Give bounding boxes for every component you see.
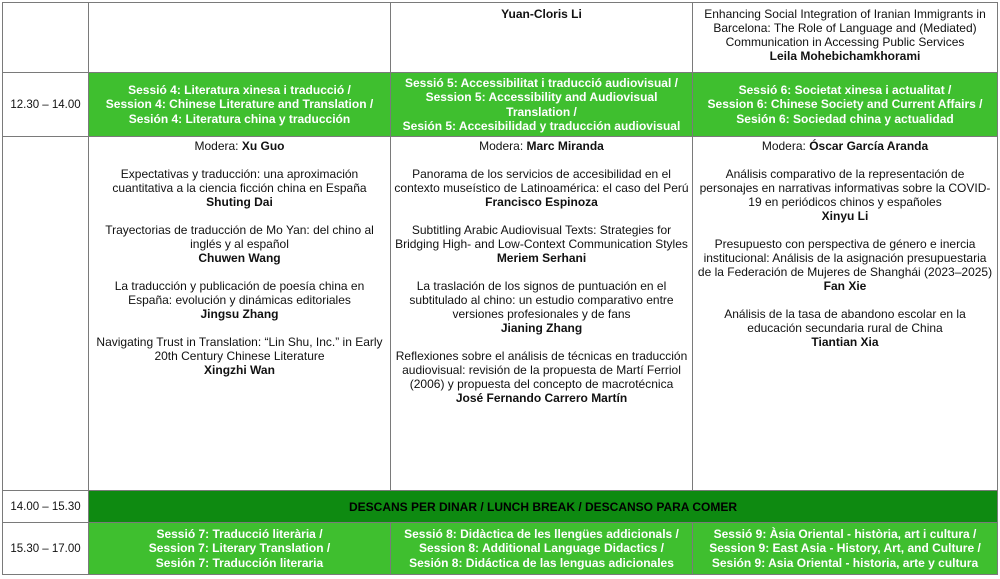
session-4-talks <box>89 137 391 491</box>
time-cell: 15.30 – 17.00 <box>3 523 89 575</box>
talk-item <box>92 223 387 265</box>
session-title-ca: Sessió 5: Accessibilitat i traducció audiovisual / <box>405 75 678 90</box>
top-col1-cell <box>89 3 391 73</box>
session-title-en: Session 4: Chinese Literature and Translation / <box>105 97 374 112</box>
session-8-header <box>391 523 693 575</box>
talk-item <box>394 349 689 405</box>
session-6-talks <box>693 137 998 491</box>
talk-item <box>394 223 689 265</box>
session-title-es: Sesión 5: Accesibilidad y traducción audiovisual <box>402 119 681 133</box>
moderator-name: Xu Guo <box>241 139 285 153</box>
session-4-header <box>89 73 391 137</box>
talk-item <box>92 335 387 377</box>
talk-item <box>696 237 994 293</box>
talk-author: Yuan-Cloris Li <box>501 7 582 21</box>
time-cell-empty <box>3 3 89 73</box>
session-title-en: Session 9: East Asia - History, Art, and Culture / <box>709 541 981 556</box>
time-cell-empty <box>3 137 89 491</box>
session-title-en: Session 7: Literary Translation / <box>148 541 331 556</box>
lunch-break-row <box>3 491 998 523</box>
moderator-name: Marc Miranda <box>526 139 604 153</box>
session-title-es: Sesión 7: Traducción literaria <box>155 555 324 570</box>
session-title-ca: Sessió 4: Literatura xinesa i traducció / <box>128 82 351 97</box>
talk-author: Jingsu Zhang <box>200 307 279 321</box>
talk-title: Panorama de los servicios de accesibilidad en el contexto museístico de Latinoamérica: el caso del Perú <box>394 167 689 195</box>
moderator <box>696 139 994 153</box>
session-title-es: Sesión 8: Didáctica de las lenguas adicionales <box>409 555 674 570</box>
talk-title: Trayectorias de traducción de Mo Yan: del chino al inglés y al español <box>105 223 374 251</box>
moderator <box>92 139 387 153</box>
session-row-2 <box>3 523 998 575</box>
talk-author: Leila Mohebichamkhorami <box>769 49 921 63</box>
talk-title: Análisis de la tasa de abandono escolar en la educación secundaria rural de China <box>724 307 966 335</box>
top-col3-cell <box>693 3 998 73</box>
talk-author: Xinyu Li <box>821 209 869 223</box>
talk-author: Fan Xie <box>823 279 867 293</box>
time-cell: 12.30 – 14.00 <box>3 73 89 137</box>
session-row-1 <box>3 73 998 137</box>
moderator-label: Modera: <box>761 139 806 153</box>
moderator-label: Modera: <box>479 139 524 153</box>
talk-item <box>394 167 689 209</box>
talk-author: Francisco Espinoza <box>485 195 598 209</box>
talk-title: Subtitling Arabic Audiovisual Texts: Strategies for Bridging High- and Low-Context Communication Styles <box>395 223 688 251</box>
talk-author: Tiantian Xia <box>811 335 879 349</box>
session-5-talks <box>391 137 693 491</box>
session-title-es: Sesión 6: Sociedad china y actualidad <box>736 111 954 126</box>
session-title-ca: Sessió 7: Traducció literària / <box>156 526 323 541</box>
talk-item <box>92 167 387 209</box>
moderator-label: Modera: <box>194 139 239 153</box>
talk-author: Shuting Dai <box>206 195 273 209</box>
talk-title: La traslación de los signos de puntuación en el subtitulado al chino: un estudio comparativo entre versiones profesionales y de fans <box>409 279 674 321</box>
moderator-name: Óscar García Aranda <box>809 139 929 153</box>
talk-item <box>696 307 994 349</box>
session-title-ca: Sessió 8: Didàctica de les llengües addicionals / <box>404 526 679 541</box>
talks-row <box>3 137 998 491</box>
moderator <box>394 139 689 153</box>
talk-title: Enhancing Social Integration of Iranian Immigrants in Barcelona: The Role of Language and (Mediated) Communication in Accessing Public Services <box>704 7 986 49</box>
talk-title: Expectativas y traducción: una aproximación cuantitativa a la ciencia ficción china en España <box>112 167 367 195</box>
session-title-ca: Sessió 9: Àsia Oriental - història, art i cultura / <box>713 526 977 541</box>
session-title-es: Sesión 4: Literatura china y traducción <box>128 111 351 126</box>
lunch-break-label: DESCANS PER DINAR / LUNCH BREAK / DESCANSO PARA COMER <box>89 491 998 523</box>
top-col2-cell <box>391 3 693 73</box>
session-title-en: Session 6: Chinese Society and Current Affairs / <box>707 97 983 112</box>
schedule-table <box>2 2 998 575</box>
talk-title: Presupuesto con perspectiva de género e inercia institucional: Análisis de la asignación presupuestaria de la Federación de Mujeres de Shanghái (2023–2025) <box>697 237 993 279</box>
session-title-en: Session 8: Additional Language Didactics / <box>419 541 664 556</box>
session-7-header <box>89 523 391 575</box>
talk-author: Meriem Serhani <box>496 251 587 265</box>
session-title-es: Sesión 9: Asia Oriental - historia, arte y cultura <box>711 555 979 570</box>
top-row <box>3 3 998 73</box>
talk-author: Chuwen Wang <box>198 251 281 265</box>
talk-author: Jianing Zhang <box>500 321 583 335</box>
talk-item <box>92 279 387 321</box>
talk-author: José Fernando Carrero Martín <box>455 391 628 405</box>
session-5-header <box>391 73 693 137</box>
talk-item <box>696 167 994 223</box>
talk-title: Reflexiones sobre el análisis de técnicas en traducción audiovisual: revisión de la propuesta de Martí Ferriol (2006) y propuesta del concepto de macrotécnica <box>395 349 688 391</box>
session-6-header <box>693 73 998 137</box>
talk-title: Análisis comparativo de la representación de personajes en narrativas informativas sobre la COVID-19 en periódicos chinos y españoles <box>699 167 991 209</box>
time-cell: 14.00 – 15.30 <box>3 491 89 523</box>
session-title-ca: Sessió 6: Societat xinesa i actualitat / <box>738 82 952 97</box>
talk-title: Navigating Trust in Translation: “Lin Shu, Inc.” in Early 20th Century Chinese Literature <box>96 335 383 363</box>
session-9-header <box>693 523 998 575</box>
talk-item <box>394 279 689 335</box>
talk-title: La traducción y publicación de poesía china en España: evolución y dinámicas editoriales <box>114 279 365 307</box>
session-title-en: Session 5: Accessibility and Audiovisual Translation / <box>425 90 658 119</box>
talk-author: Xingzhi Wan <box>204 363 275 377</box>
